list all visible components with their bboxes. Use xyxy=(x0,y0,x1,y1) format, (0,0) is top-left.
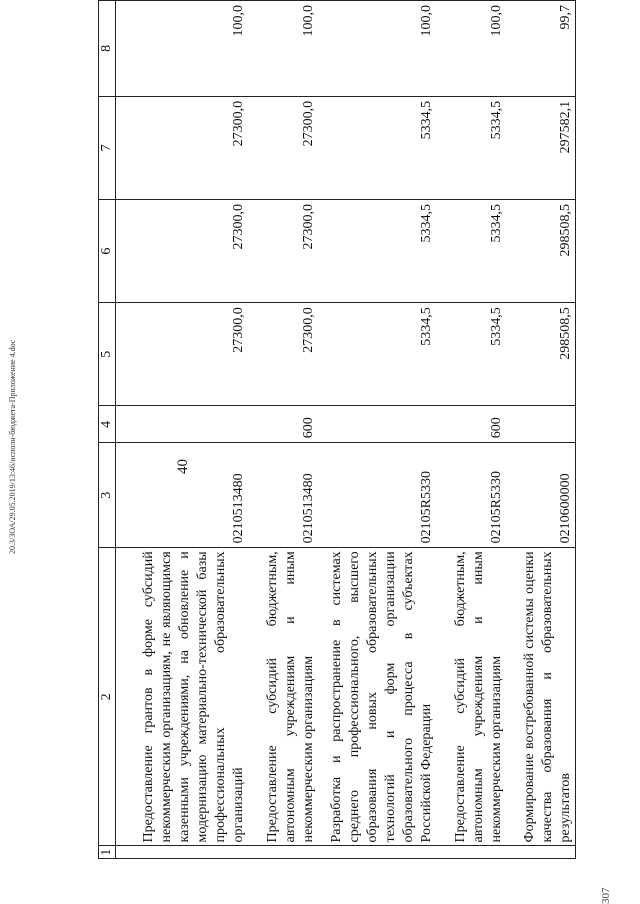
row-value-col5: 5334,5 xyxy=(436,303,506,406)
budget-table xyxy=(98,0,576,859)
row-index-cell xyxy=(436,846,506,859)
column-number-6: 6 xyxy=(99,200,116,303)
column-number-5: 5 xyxy=(99,303,116,406)
row-value-col8: 100,0 xyxy=(318,1,436,97)
table-row xyxy=(116,1,248,859)
row-value-col6: 298508,5 xyxy=(506,200,576,303)
row-value-col8: 99,7 xyxy=(506,1,576,97)
row-description: Предоставление грантов в форме субсидий некоммерческим организациям, не являющимся казенными учреждениями, на обновление и модернизацию материально-технической базы профессиональных образовательных организаций xyxy=(116,548,248,846)
row-description: Предоставление субсидий бюджетным, автономным учреждениям и иным некоммерческим организациям xyxy=(248,548,318,846)
row-value-col8: 100,0 xyxy=(116,1,248,97)
row-expense-type xyxy=(506,406,576,443)
row-target-code: 0210513480 xyxy=(248,443,318,548)
row-value-col5: 5334,5 xyxy=(318,303,436,406)
row-index-cell xyxy=(248,846,318,859)
row-value-col6: 27300,0 xyxy=(116,200,248,303)
column-number-7: 7 xyxy=(99,96,116,199)
row-index-cell xyxy=(506,846,576,859)
page-number: 40 xyxy=(175,459,191,474)
row-description: Предоставление субсидий бюджетным, автономным учреждениям и иным некоммерческим организациям xyxy=(436,548,506,846)
row-index-cell xyxy=(116,846,248,859)
column-number-2: 2 xyxy=(99,548,116,846)
column-number-1: 1 xyxy=(99,846,116,859)
row-target-code: 0210513480 xyxy=(116,443,248,548)
table-header-row xyxy=(99,1,116,859)
footer-file-path: 20.З/ЗОА/29.05.2019/13:46/исполн-бюджета-Приложение 4.doc xyxy=(8,339,17,554)
table-row xyxy=(318,1,436,859)
row-value-col7: 297582,1 xyxy=(506,96,576,199)
row-value-col8: 100,0 xyxy=(248,1,318,97)
row-value-col7: 27300,0 xyxy=(116,96,248,199)
column-number-3: 3 xyxy=(99,443,116,548)
row-description: Разработка и распространение в системах среднего профессионального, высшего образования новых образовательных технологий и форм организации образовательного процесса в субъектах Российской Федерации xyxy=(318,548,436,846)
row-value-col6: 27300,0 xyxy=(248,200,318,303)
row-expense-type: 600 xyxy=(248,406,318,443)
table-row xyxy=(506,1,576,859)
row-description: Формирование востребованной системы оценки качества образования и образовательных результатов xyxy=(506,548,576,846)
row-value-col5: 27300,0 xyxy=(116,303,248,406)
row-expense-type xyxy=(318,406,436,443)
row-value-col6: 5334,5 xyxy=(436,200,506,303)
row-value-col6: 5334,5 xyxy=(318,200,436,303)
column-number-8: 8 xyxy=(99,1,116,97)
table-row xyxy=(248,1,318,859)
row-value-col7: 27300,0 xyxy=(248,96,318,199)
row-target-code: 02105R5330 xyxy=(318,443,436,548)
row-value-col5: 27300,0 xyxy=(248,303,318,406)
row-value-col8: 100,0 xyxy=(436,1,506,97)
table-row xyxy=(436,1,506,859)
row-value-col7: 5334,5 xyxy=(318,96,436,199)
row-expense-type xyxy=(116,406,248,443)
row-index-cell xyxy=(318,846,436,859)
row-target-code: 0210600000 xyxy=(506,443,576,548)
row-target-code: 02105R5330 xyxy=(436,443,506,548)
row-expense-type: 600 xyxy=(436,406,506,443)
row-value-col7: 5334,5 xyxy=(436,96,506,199)
column-number-4: 4 xyxy=(99,406,116,443)
row-value-col5: 298508,5 xyxy=(506,303,576,406)
corner-mark: 307 xyxy=(600,887,612,904)
